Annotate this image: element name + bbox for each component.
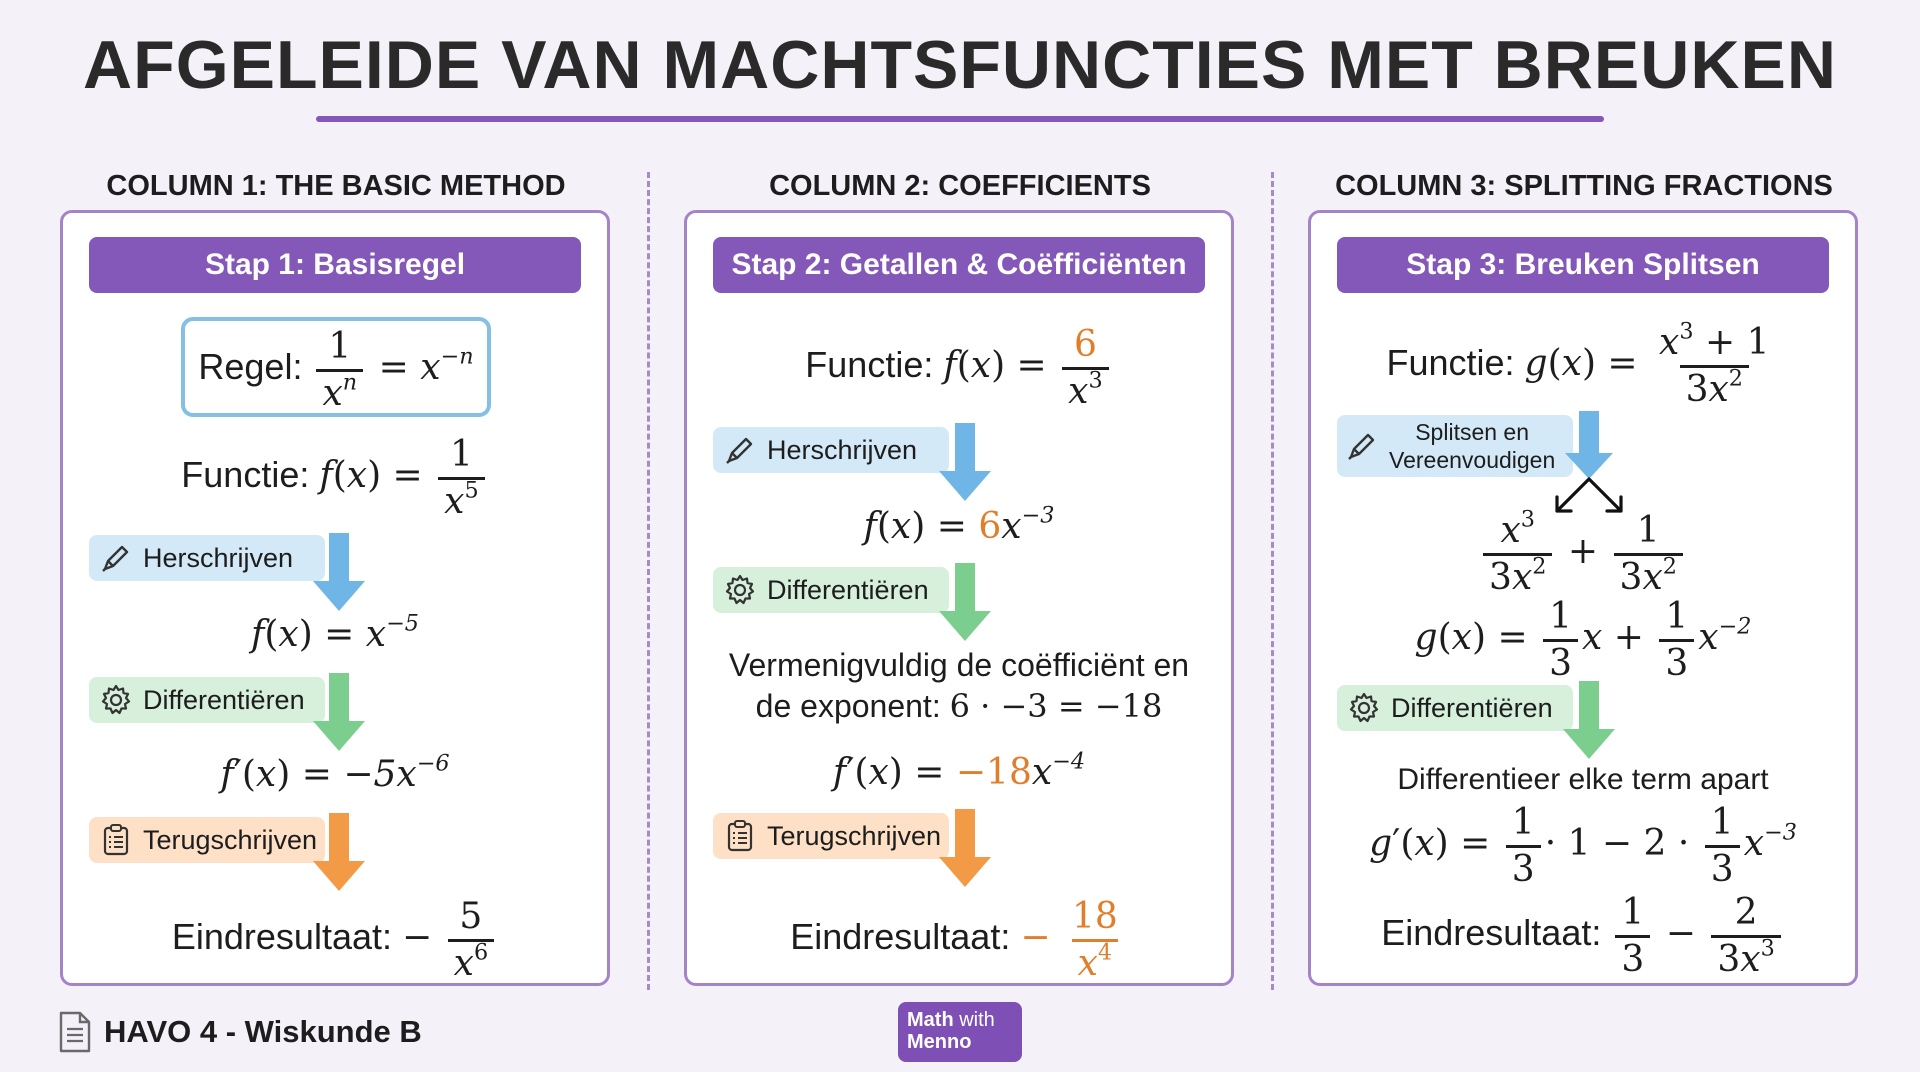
- rewrite-step-label: Herschrijven: [713, 427, 949, 473]
- rewritten-formula: $f(x) = 6x^{-3}$: [863, 502, 1055, 547]
- arrow-down-icon: [1561, 681, 1617, 761]
- arrow-down-icon: [937, 563, 993, 643]
- pencil-icon: [99, 541, 133, 575]
- column-1-panel: [60, 210, 610, 986]
- title-underline: [316, 116, 1604, 122]
- column-2-panel: [684, 210, 1234, 986]
- step-3-banner: Stap 3: Breuken Splitsen: [1337, 237, 1829, 293]
- arrow-down-icon: [311, 533, 367, 613]
- explanation-line-2: de exponent: 6 · −3 = −18: [755, 687, 1163, 725]
- function-label: Functie:: [181, 454, 310, 496]
- rewritten-formula: $f(x) = x^{-5}$: [251, 610, 419, 655]
- final-result: Eindresultaat: − $\frac{18}{x^4}$: [790, 896, 1118, 984]
- split-terms: $\frac{x^3}{3x^2}$ + $\frac{1}{3x^2}$: [1311, 511, 1855, 597]
- gear-icon: [723, 573, 757, 607]
- course-footer: [58, 1012, 422, 1052]
- clipboard-icon: [723, 819, 757, 853]
- arrow-down-icon: [937, 423, 993, 503]
- explanation: Differentieer elke term apart: [1397, 763, 1769, 796]
- result-label: Eindresultaat:: [171, 916, 392, 958]
- rule-label: Regel:: [198, 346, 303, 387]
- result-label: Eindresultaat:: [1381, 912, 1602, 954]
- function-formula: g(x) = $\frac{x^3 + 1}{3x^2}$: [1524, 318, 1770, 410]
- derivative-formula: $f'(x) = -18x^{-4}$: [832, 748, 1086, 793]
- page-title: AFGELEIDE VAN MACHTSFUNCTIES MET BREUKEN: [83, 27, 1837, 103]
- course-label: HAVO 4 - Wiskunde B: [104, 1014, 422, 1049]
- result-label: Eindresultaat:: [790, 916, 1011, 958]
- simplified-formula: g(x) = $\frac{1}{3}$ x + $\frac{1}{3}$ $x^{-2}$: [1414, 596, 1752, 684]
- document-icon: [58, 1011, 92, 1053]
- column-2-heading: COLUMN 2: COEFFICIENTS: [769, 170, 1151, 202]
- function-label: Functie:: [805, 344, 934, 386]
- function-formula: f(x) = $\frac{1}{x^5}$: [319, 455, 488, 496]
- column-separator: [1271, 172, 1274, 990]
- explanation-line-1: Vermenigvuldig de coëfficiënt en: [728, 647, 1190, 683]
- function-definition: [687, 325, 1231, 411]
- split-step-label: Splitsen en Vereenvoudigen: [1337, 415, 1573, 477]
- arrow-down-icon: [311, 813, 367, 893]
- arrow-down-icon: [937, 809, 993, 889]
- step-1-banner: Stap 1: Basisregel: [89, 237, 581, 293]
- arrow-down-icon: [311, 673, 367, 753]
- differentiate-step-label: Differentiëren: [1337, 685, 1573, 731]
- step-2-banner: Stap 2: Getallen & Coëfficiënten: [713, 237, 1205, 293]
- function-definition: [1311, 318, 1855, 410]
- column-3-heading: COLUMN 3: SPLITTING FRACTIONS: [1335, 170, 1833, 202]
- gear-icon: [99, 683, 133, 717]
- column-1-heading: COLUMN 1: THE BASIC METHOD: [106, 170, 566, 202]
- brand-logo: Math with Menno: [898, 1002, 1022, 1062]
- pencil-icon: [723, 433, 757, 467]
- function-label: Functie:: [1386, 342, 1515, 384]
- derivative-formula: $f'(x) = -5x^{-6}$: [220, 750, 450, 795]
- rewrite-step-label: Herschrijven: [89, 535, 325, 581]
- rule-box: [181, 317, 491, 417]
- column-3-panel: [1308, 210, 1858, 986]
- derivative-formula: g′(x) = $\frac{1}{3}$ · 1 − 2 · $\frac{1}{3}$ $x^{-3}$: [1369, 802, 1797, 890]
- gear-icon: [1347, 691, 1381, 725]
- differentiate-step-label: Differentiëren: [713, 567, 949, 613]
- column-separator: [647, 172, 650, 990]
- write-back-step-label: Terugschrijven: [713, 813, 949, 859]
- final-result: Eindresultaat: $\frac{1}{3}$ − $\frac{2}{3x^3}$: [1311, 893, 1855, 979]
- rule-formula: $\frac{1}{x^n}$ = $x^{-n}$: [312, 347, 473, 388]
- function-definition: [63, 435, 607, 521]
- function-formula: f(x) = $\frac{6}{x^3}$: [943, 345, 1112, 386]
- final-result: Eindresultaat: − $\frac{5}{x^6}$: [63, 897, 607, 983]
- pencil-icon: [1345, 429, 1379, 463]
- clipboard-icon: [99, 823, 133, 857]
- differentiate-step-label: Differentiëren: [89, 677, 325, 723]
- write-back-step-label: Terugschrijven: [89, 817, 325, 863]
